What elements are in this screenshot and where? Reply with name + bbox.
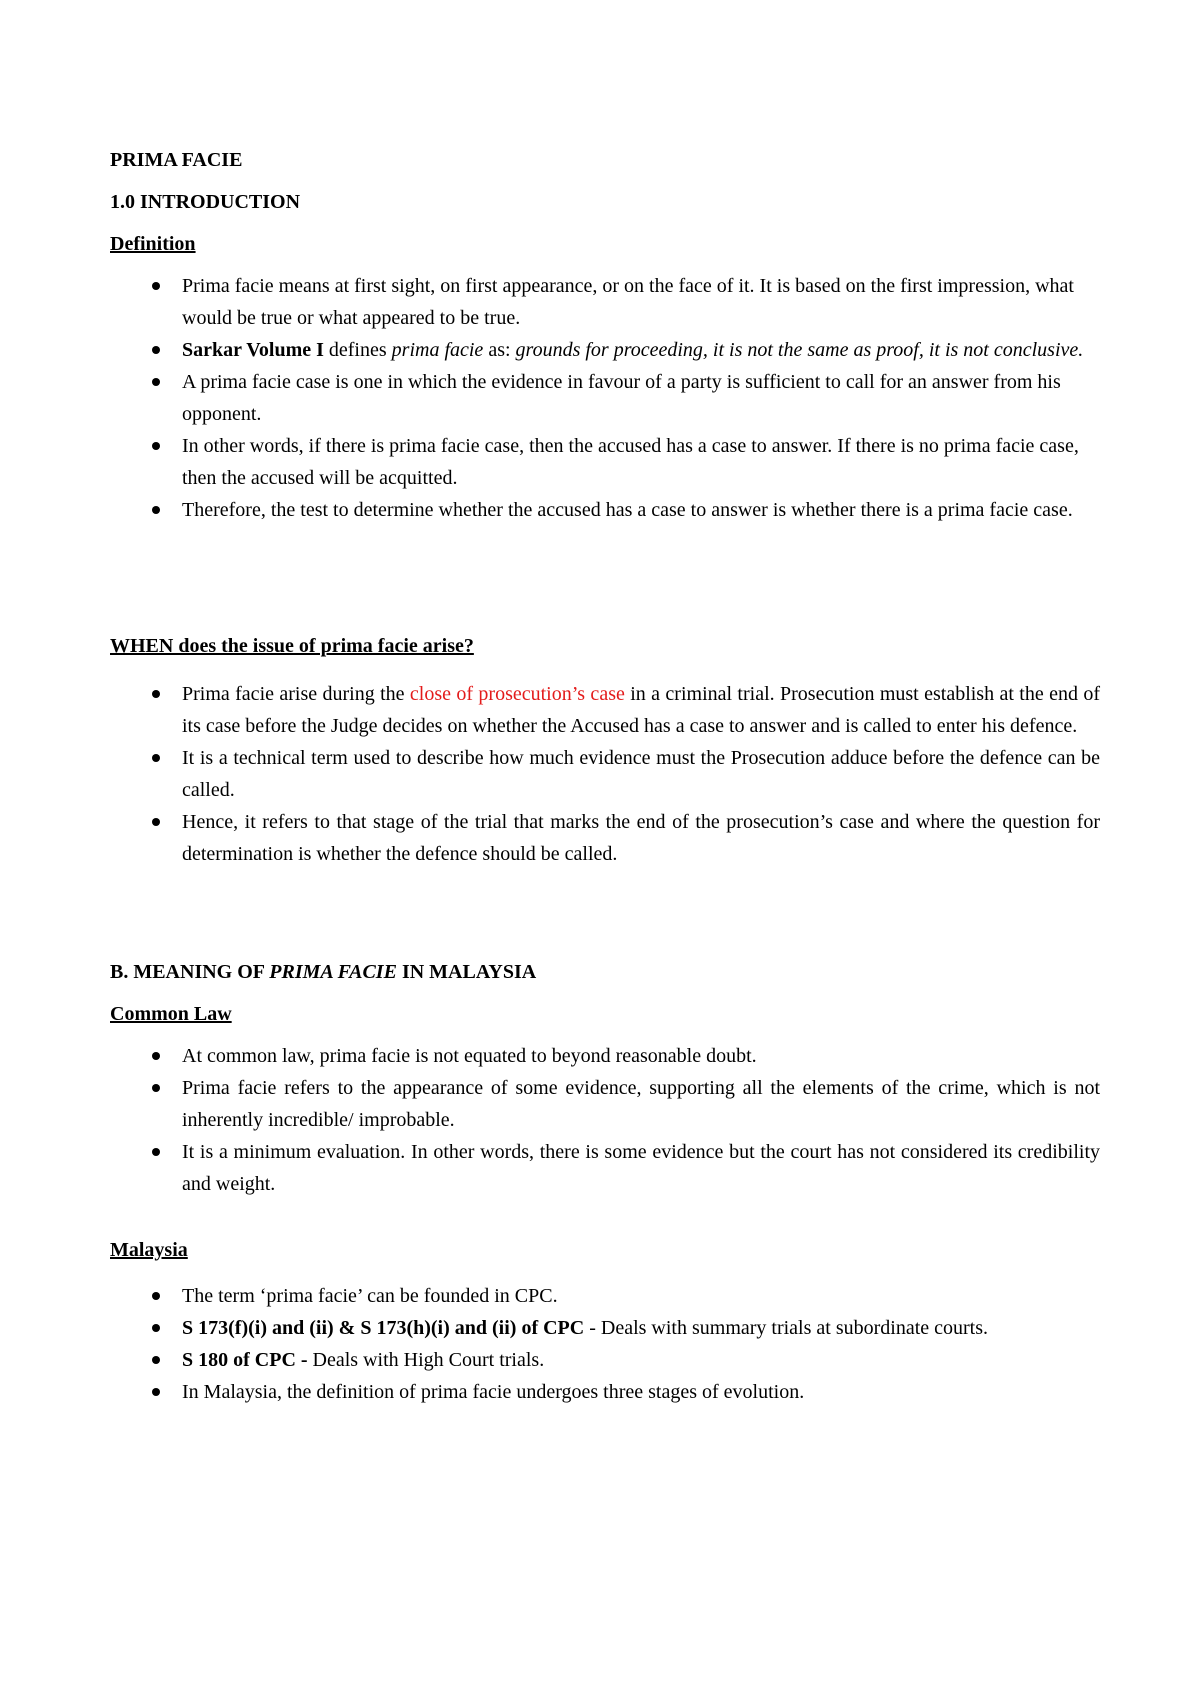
bullet-icon [152,690,160,698]
malaysia-list [110,1280,1100,1408]
list-item: S 173(f)(i) and (ii) & S 173(h)(i) and (ii) of CPC - Deals with summary trials at subordinate courts. [110,1312,1100,1344]
list-item: A prima facie case is one in which the evidence in favour of a party is sufficient to call for an answer from his opponent. [110,366,1100,430]
bullet-icon [152,378,160,386]
definition-list [110,270,1100,526]
list-item: S 180 of CPC - Deals with High Court trials. [110,1344,1100,1376]
highlighted-phrase: close of prosecution’s case [409,683,625,705]
list-item: Prima facie refers to the appearance of some evidence, supporting all the elements of the crime, which is not inherently incredible/ improbable. [110,1072,1100,1136]
section-heading-introduction: 1.0 INTRODUCTION [110,191,301,213]
bullet-icon [152,282,160,290]
common-law-list [110,1040,1100,1200]
bullet-icon [152,1148,160,1156]
list-item: It is a technical term used to describe how much evidence must the Prosecution adduce before the defence can be called. [110,742,1100,806]
list-item: The term ‘prima facie’ can be founded in CPC. [110,1280,1100,1312]
bullet-icon [152,1292,160,1300]
subheading-common-law: Common Law [110,1003,232,1025]
bullet-icon [152,1084,160,1092]
bullet-icon [152,506,160,514]
bullet-icon [152,346,160,354]
subheading-definition: Definition [110,233,196,255]
list-item: At common law, prima facie is not equated to beyond reasonable doubt. [110,1040,1100,1072]
statute-reference: S 173(f)(i) and (ii) & S 173(h)(i) and (ii) of CPC [182,1317,585,1339]
section-heading-meaning: B. MEANING OF PRIMA FACIE IN MALAYSIA [110,961,537,983]
list-item: Prima facie means at first sight, on first appearance, or on the face of it. It is based on the first impression, what would be true or what appeared to be true. [110,270,1100,334]
bullet-icon [152,818,160,826]
bullet-icon [152,1324,160,1332]
bullet-icon [152,1052,160,1060]
list-item: In other words, if there is prima facie case, then the accused has a case to answer. If there is no prima facie case, then the accused will be acquitted. [110,430,1100,494]
list-item: It is a minimum evaluation. In other words, there is some evidence but the court has not considered its credibility and weight. [110,1136,1100,1200]
bullet-icon [152,1388,160,1396]
bullet-icon [152,442,160,450]
statute-reference: S 180 of CPC - [182,1349,308,1371]
subheading-malaysia: Malaysia [110,1239,188,1261]
subheading-when: WHEN does the issue of prima facie arise? [110,635,474,657]
list-item: Sarkar Volume I defines prima facie as: grounds for proceeding, it is not the same as proof, it is not conclusive. [110,334,1100,366]
document-title: PRIMA FACIE [110,149,243,171]
case-reference: Sarkar Volume I [182,339,324,361]
list-item: Therefore, the test to determine whether the accused has a case to answer is whether there is a prima facie case. [110,494,1100,526]
bullet-icon [152,754,160,762]
list-item: Prima facie arise during the close of prosecution’s case in a criminal trial. Prosecution must establish at the end of its case before the Judge decides on whether the Accused has a case to answer and is called to enter his defence. [110,678,1100,742]
list-item: Hence, it refers to that stage of the trial that marks the end of the prosecution’s case and where the question for determination is whether the defence should be called. [110,806,1100,870]
when-list [110,678,1100,870]
bullet-icon [152,1356,160,1364]
list-item: In Malaysia, the definition of prima facie undergoes three stages of evolution. [110,1376,1100,1408]
